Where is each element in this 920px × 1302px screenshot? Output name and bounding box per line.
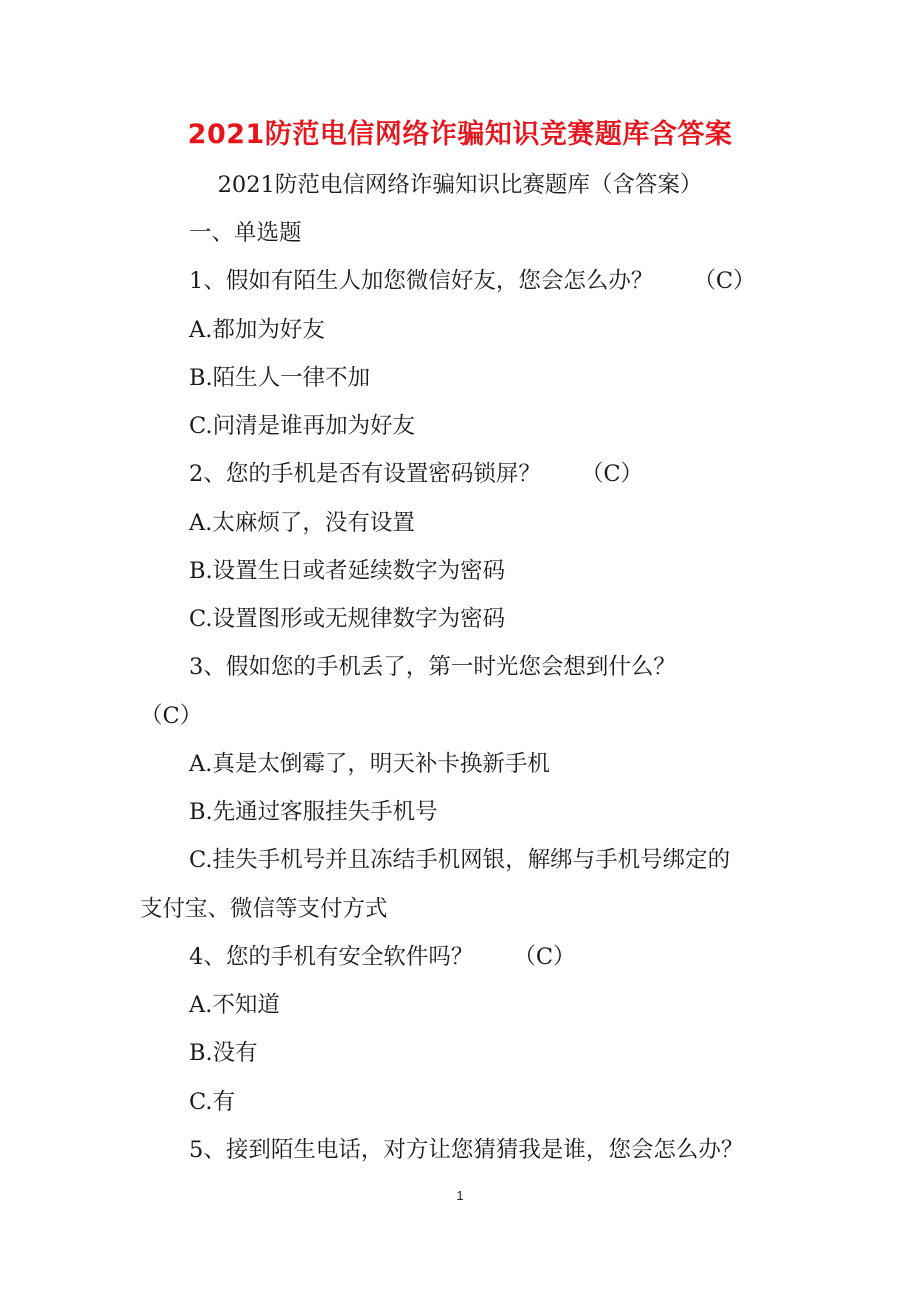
question-1-answer: （C） — [693, 268, 756, 294]
question-3-option-c-line-2: 支付宝、微信等支付方式 — [140, 896, 388, 922]
question-4 — [189, 942, 576, 972]
question-1-option-c: C.问清是谁再加为好友 — [189, 413, 416, 439]
question-2 — [189, 459, 643, 489]
question-4-option-a: A.不知道 — [189, 992, 280, 1018]
document-title: 2021防范电信网络诈骗知识竞赛题库含答案 — [187, 119, 733, 150]
question-3-option-a: A.真是太倒霉了，明天补卡换新手机 — [189, 751, 550, 777]
question-5-text: 5、接到陌生电话，对方让您猜猜我是谁，您会怎么办？ — [189, 1137, 744, 1163]
question-1 — [189, 266, 756, 296]
question-3-text: 3、假如您的手机丢了，第一时光您会想到什么？ — [189, 654, 676, 680]
question-3-option-c-line-1: C.挂失手机号并且冻结手机网银，解绑与手机号绑定的 — [189, 847, 731, 873]
document-subtitle: 2021防范电信网络诈骗知识比赛题库（含答案） — [217, 172, 703, 198]
question-1-option-b: B.陌生人一律不加 — [189, 365, 371, 391]
question-2-option-b: B.设置生日或者延续数字为密码 — [189, 558, 506, 584]
section-heading: 一、单选题 — [189, 220, 302, 246]
question-2-option-a: A.太麻烦了，没有设置 — [189, 510, 415, 536]
question-2-option-c: C.设置图形或无规律数字为密码 — [189, 606, 506, 632]
page-number: 1 — [456, 1188, 464, 1203]
question-4-answer: （C） — [513, 944, 576, 970]
question-2-answer: （C） — [580, 461, 644, 487]
question-3-option-b: B.先通过客服挂失手机号 — [189, 799, 438, 825]
question-4-option-c: C.有 — [189, 1089, 236, 1115]
question-1-option-a: A.都加为好友 — [189, 317, 325, 343]
question-2-text: 2、您的手机是否有设置密码锁屏？ — [189, 461, 541, 487]
question-4-text: 4、您的手机有安全软件吗？ — [189, 944, 474, 970]
question-1-text: 1、假如有陌生人加您微信好友，您会怎么办？ — [189, 268, 654, 294]
question-4-option-b: B.没有 — [189, 1040, 258, 1066]
question-3-answer: （C） — [140, 703, 203, 729]
